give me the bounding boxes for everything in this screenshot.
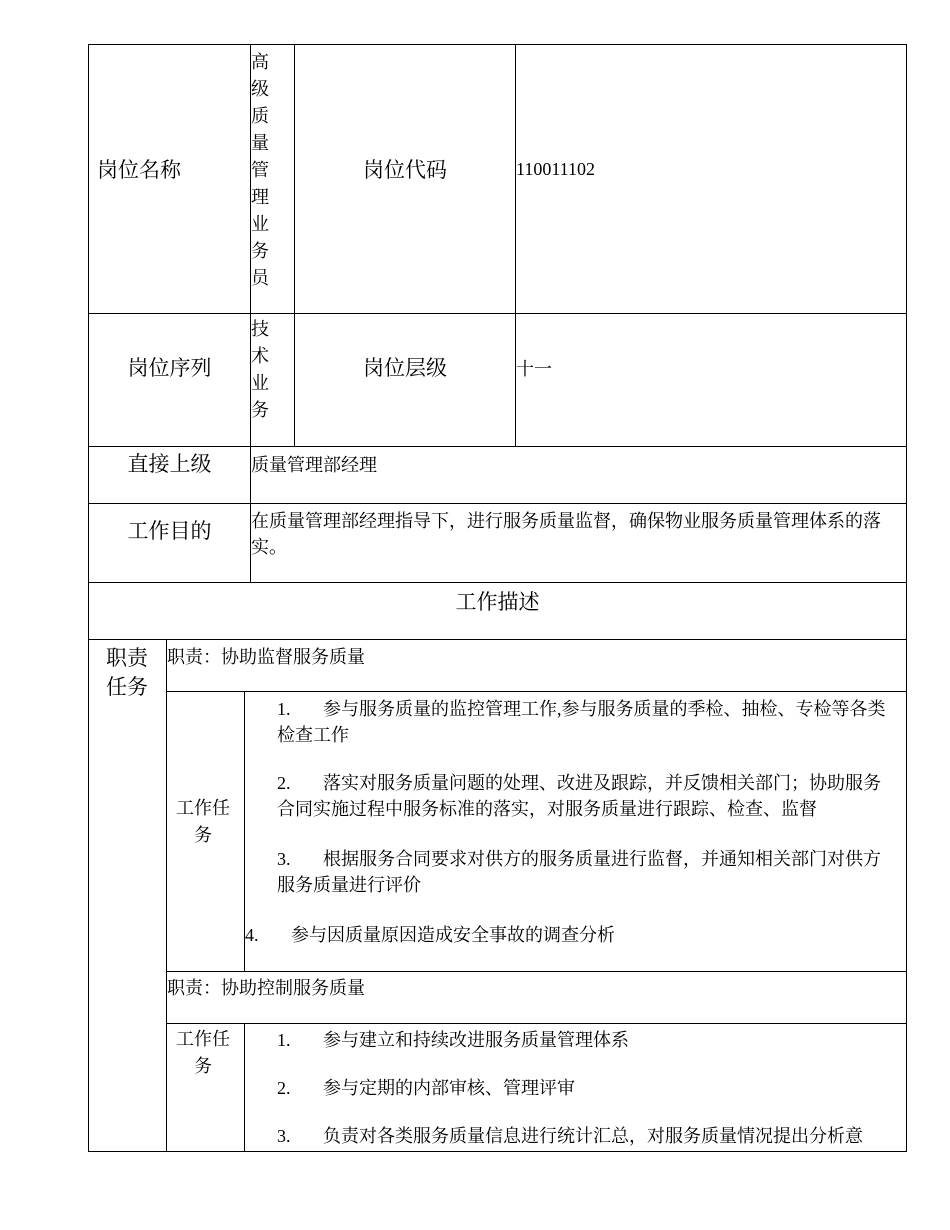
work-description-title: 工作描述 xyxy=(455,590,540,614)
duty-1-task-1 xyxy=(277,696,889,748)
direct-superior-value-cell xyxy=(250,446,907,504)
duty-1-task-3 xyxy=(277,846,889,898)
task-number: 2. xyxy=(277,773,291,793)
work-purpose-label-cell xyxy=(88,503,251,583)
position-sequence-value: 技术业务 xyxy=(251,319,269,420)
position-name-value-cell xyxy=(250,44,295,314)
position-sequence-label: 岗位序列 xyxy=(127,356,212,380)
duty-task-label: 职责任务 xyxy=(106,646,148,699)
duty-1-task-4 xyxy=(245,922,885,948)
duty-2-title-cell xyxy=(166,971,907,1024)
position-sequence-value-cell xyxy=(250,313,295,447)
task-text: 负责对各类服务质量信息进行统计汇总，对服务质量情况提出分析意 xyxy=(323,1126,863,1146)
work-purpose-value: 在质量管理部经理指导下，进行服务质量监督，确保物业服务质量管理体系的落实。 xyxy=(251,511,881,558)
duty-2-task-label: 工作任务 xyxy=(176,1029,230,1076)
position-sequence-label-cell xyxy=(88,313,251,447)
position-level-label-cell xyxy=(294,313,516,447)
position-level-label: 岗位层级 xyxy=(363,356,447,380)
duty-2-title: 职责：协助控制服务质量 xyxy=(167,978,365,998)
position-code-value-cell xyxy=(515,44,907,314)
position-name-label-cell xyxy=(88,44,251,314)
position-level-value-cell xyxy=(515,313,907,447)
work-purpose-label: 工作目的 xyxy=(127,519,212,543)
position-code-label: 岗位代码 xyxy=(363,158,447,182)
duty-1-task-label-cell xyxy=(166,691,245,972)
position-level-value: 十一 xyxy=(516,359,552,379)
duty-1-task-label: 工作任务 xyxy=(176,798,230,845)
duty-2-task-label-cell xyxy=(166,1023,245,1152)
work-description-header xyxy=(88,582,907,640)
task-text: 根据服务合同要求对供方的服务质量进行监督，并通知相关部门对供方服务质量进行评价 xyxy=(277,849,881,895)
task-text: 参与因质量原因造成安全事故的调查分析 xyxy=(291,925,615,945)
duty-1-task-list xyxy=(244,691,907,972)
position-code-label-cell xyxy=(294,44,516,314)
duty-task-label-cell xyxy=(88,639,167,1152)
task-number: 4. xyxy=(245,925,259,945)
position-name-value: 高级质量管理业务员 xyxy=(251,52,269,288)
duty-2-task-1 xyxy=(277,1027,889,1053)
task-text: 落实对服务质量问题的处理、改进及跟踪，并反馈相关部门；协助服务合同实施过程中服务标准的落实，对服务质量进行跟踪、检查、监督 xyxy=(277,773,881,819)
task-text: 参与建立和持续改进服务质量管理体系 xyxy=(323,1030,629,1050)
task-number: 2. xyxy=(277,1078,291,1098)
duty-1-title: 职责：协助监督服务质量 xyxy=(167,647,365,667)
direct-superior-label-cell xyxy=(88,446,251,504)
task-text: 参与服务质量的监控管理工作,参与服务质量的季检、抽检、专检等各类检查工作 xyxy=(277,699,886,745)
task-number: 3. xyxy=(277,849,291,869)
duty-1-title-cell xyxy=(166,639,907,692)
direct-superior-label: 直接上级 xyxy=(127,452,212,476)
work-purpose-value-cell xyxy=(250,503,907,583)
direct-superior-value: 质量管理部经理 xyxy=(251,455,377,475)
duty-1-task-2 xyxy=(277,770,889,822)
task-number: 3. xyxy=(277,1126,291,1146)
position-code-value: 110011102 xyxy=(516,159,595,179)
duty-2-task-list xyxy=(244,1023,907,1152)
duty-2-task-2 xyxy=(277,1075,889,1101)
task-number: 1. xyxy=(277,1030,291,1050)
task-number: 1. xyxy=(277,699,291,719)
position-name-label: 岗位名称 xyxy=(97,158,181,182)
duty-2-task-3 xyxy=(277,1123,889,1149)
task-text: 参与定期的内部审核、管理评审 xyxy=(323,1078,575,1098)
